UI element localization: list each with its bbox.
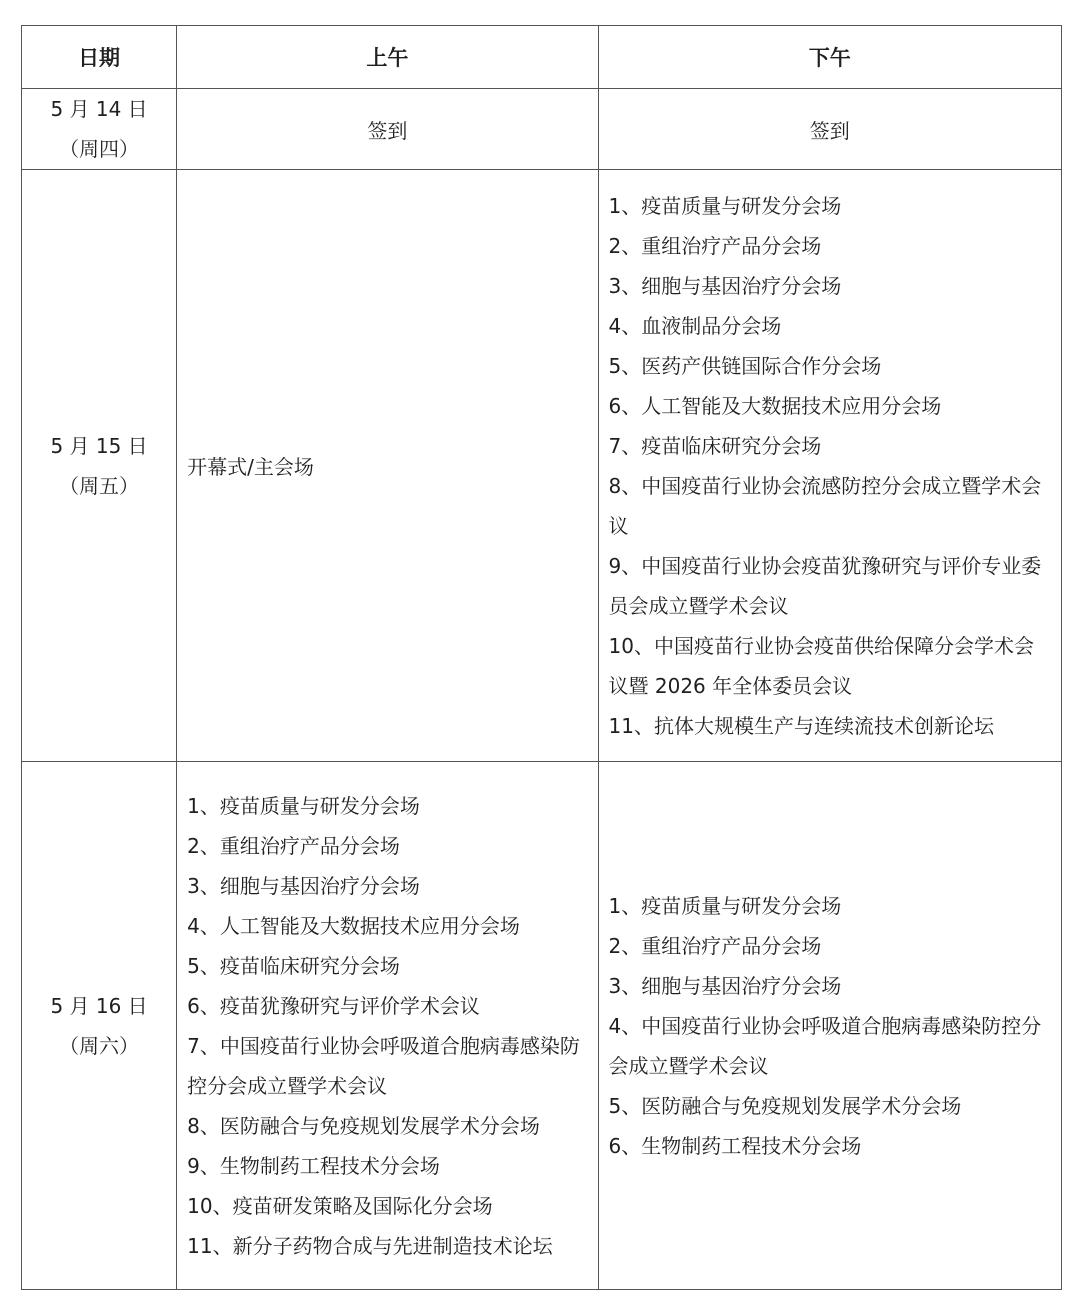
session-item: 1、疫苗质量与研发分会场 bbox=[187, 793, 420, 818]
table-row bbox=[22, 89, 1062, 170]
date-cell bbox=[22, 762, 177, 1290]
date-cell bbox=[22, 170, 177, 762]
afternoon-cell bbox=[598, 762, 1061, 1290]
session-item: 5、医药产供链国际合作分会场 bbox=[608, 353, 882, 378]
schedule-table bbox=[21, 25, 1062, 1290]
afternoon-cell: 签到 bbox=[598, 89, 1061, 170]
session-item: 7、疫苗临床研究分会场 bbox=[608, 433, 822, 458]
date-text: 5 月 14 日 bbox=[50, 97, 148, 121]
session-item: 4、血液制品分会场 bbox=[608, 313, 782, 338]
table-row bbox=[22, 170, 1062, 762]
table-row bbox=[22, 762, 1062, 1290]
session-item: 2、重组治疗产品分会场 bbox=[608, 933, 822, 958]
morning-cell: 开幕式/主会场 bbox=[177, 170, 598, 762]
weekday-text: （周六） bbox=[59, 1033, 140, 1058]
session-item: 3、细胞与基因治疗分会场 bbox=[608, 273, 842, 298]
date-text: 5 月 15 日 bbox=[50, 433, 148, 458]
table-header bbox=[22, 26, 1062, 89]
morning-cell bbox=[177, 762, 598, 1290]
session-item: 4、人工智能及大数据技术应用分会场 bbox=[187, 913, 520, 938]
session-item: 1、疫苗质量与研发分会场 bbox=[608, 193, 842, 218]
session-item: 11、抗体大规模生产与连续流技术创新论坛 bbox=[608, 713, 994, 738]
session-list bbox=[609, 186, 1053, 746]
session-item: 8、医防融合与免疫规划发展学术分会场 bbox=[187, 1113, 540, 1138]
session-item: 5、医防融合与免疫规划发展学术分会场 bbox=[608, 1093, 962, 1118]
session-item: 9、生物制药工程技术分会场 bbox=[187, 1153, 440, 1178]
session-list bbox=[187, 786, 589, 1266]
weekday-text: （周四） bbox=[59, 137, 140, 161]
session-item: 3、细胞与基因治疗分会场 bbox=[187, 873, 420, 898]
session-item: 3、细胞与基因治疗分会场 bbox=[608, 973, 842, 998]
session-item: 6、疫苗犹豫研究与评价学术会议 bbox=[187, 993, 480, 1018]
session-item: 4、中国疫苗行业协会呼吸道合胞病毒感染防控分会成立暨学术会议 bbox=[608, 1013, 1042, 1078]
morning-cell: 签到 bbox=[177, 89, 598, 170]
date-cell bbox=[22, 89, 177, 170]
session-list bbox=[609, 886, 1053, 1166]
session-item: 5、疫苗临床研究分会场 bbox=[187, 953, 400, 978]
session-item: 7、中国疫苗行业协会呼吸道合胞病毒感染防控分会成立暨学术会议 bbox=[187, 1033, 580, 1098]
date-text: 5 月 16 日 bbox=[50, 993, 148, 1018]
header-morning: 上午 bbox=[177, 26, 598, 89]
header-afternoon: 下午 bbox=[598, 26, 1061, 89]
session-item: 10、疫苗研发策略及国际化分会场 bbox=[187, 1193, 493, 1218]
session-item: 10、中国疫苗行业协会疫苗供给保障分会学术会议暨 2026 年全体委员会议 bbox=[608, 633, 1034, 698]
header-date: 日期 bbox=[22, 26, 177, 89]
afternoon-cell bbox=[598, 170, 1061, 762]
session-item: 11、新分子药物合成与先进制造技术论坛 bbox=[187, 1233, 553, 1258]
session-item: 6、生物制药工程技术分会场 bbox=[608, 1133, 862, 1158]
header-row bbox=[22, 26, 1062, 89]
session-item: 6、人工智能及大数据技术应用分会场 bbox=[608, 393, 942, 418]
weekday-text: （周五） bbox=[59, 473, 140, 498]
session-item: 2、重组治疗产品分会场 bbox=[608, 233, 822, 258]
session-item: 9、中国疫苗行业协会疫苗犹豫研究与评价专业委员会成立暨学术会议 bbox=[608, 553, 1042, 618]
session-item: 8、中国疫苗行业协会流感防控分会成立暨学术会议 bbox=[608, 473, 1042, 538]
session-item: 2、重组治疗产品分会场 bbox=[187, 833, 400, 858]
session-item: 1、疫苗质量与研发分会场 bbox=[608, 893, 842, 918]
